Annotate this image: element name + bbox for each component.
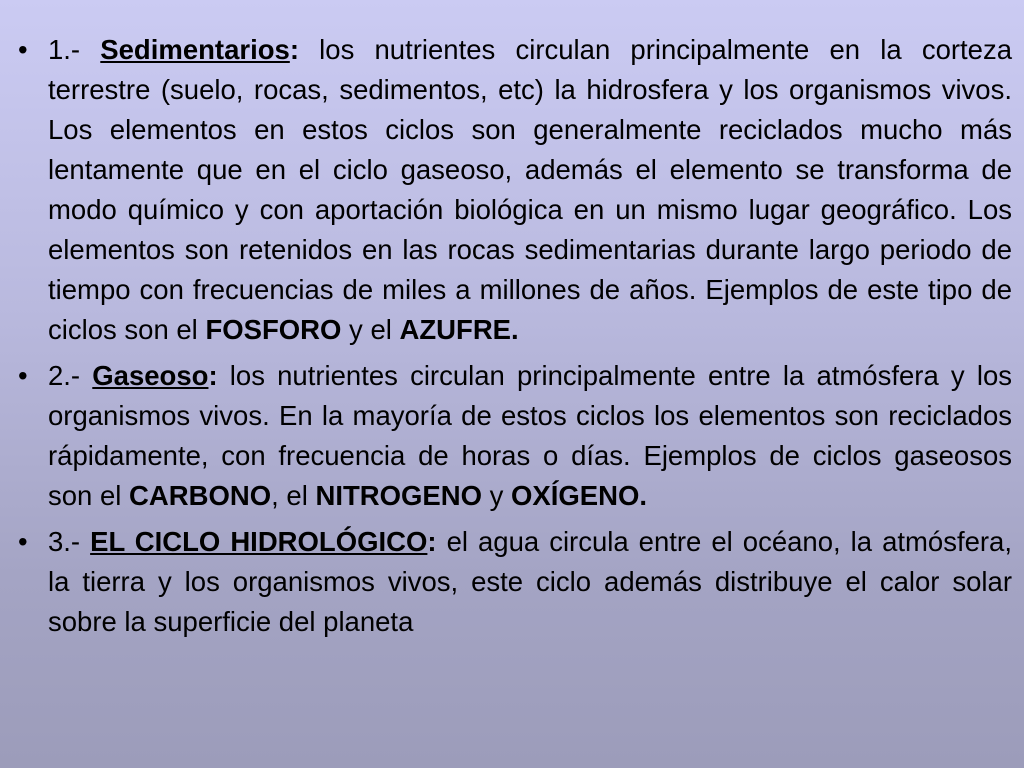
item-text: los nutrientes circulan principalmente entre la atmósfera y los organismos vivos. En la mayoría de estos ciclos los elementos son reciclados rápidamente, con frecuencia de horas o días. Ejemplos de ciclos gaseosos son el	[48, 360, 1012, 511]
bullet-icon: •	[18, 34, 28, 65]
item-highlight: OXÍGENO.	[511, 480, 648, 511]
list-item-gaseoso	[18, 356, 1012, 516]
list-item-ciclo-hidrologico	[18, 522, 1012, 642]
item-colon: :	[427, 526, 437, 557]
item-text: el agua circula entre el océano, la atmósfera, la tierra y los organismos vivos, este ciclo además distribuye el calor solar sobre la superficie del planeta	[48, 526, 1012, 637]
item-highlight: FOSFORO	[205, 314, 342, 345]
item-highlight: AZUFRE.	[399, 314, 519, 345]
item-term: Sedimentarios	[100, 34, 290, 65]
item-highlight: CARBONO	[129, 480, 272, 511]
item-term: Gaseoso	[92, 360, 209, 391]
item-text: y	[481, 480, 512, 511]
item-highlight: NITROGENO	[315, 480, 482, 511]
bullet-icon: •	[18, 360, 28, 391]
item-text: los nutrientes circulan principalmente en la corteza terrestre (suelo, rocas, sedimentos, etc) la hidrosfera y los organismos vivos. Los elementos en estos ciclos son generalmente reciclados mucho más lentamente que en el ciclo gaseoso, además el elemento se transforma de modo químico y con aportación biológica en un mismo lugar geográfico. Los elementos son retenidos en las rocas sedimentarias durante largo periodo de tiempo con frecuencias de miles a millones de años. Ejemplos de este tipo de ciclos son el	[48, 34, 1013, 345]
item-term: EL CICLO HIDROLÓGICO	[90, 526, 428, 557]
item-colon: :	[289, 34, 299, 65]
item-text: y el	[341, 314, 400, 345]
item-colon: :	[208, 360, 218, 391]
list-item-sedimentarios	[18, 30, 1012, 350]
item-text: , el	[271, 480, 316, 511]
item-number: 3.-	[48, 526, 81, 557]
item-number: 1.-	[48, 34, 81, 65]
bullet-list	[18, 30, 1012, 642]
item-number: 2.-	[48, 360, 81, 391]
bullet-icon: •	[18, 526, 28, 557]
